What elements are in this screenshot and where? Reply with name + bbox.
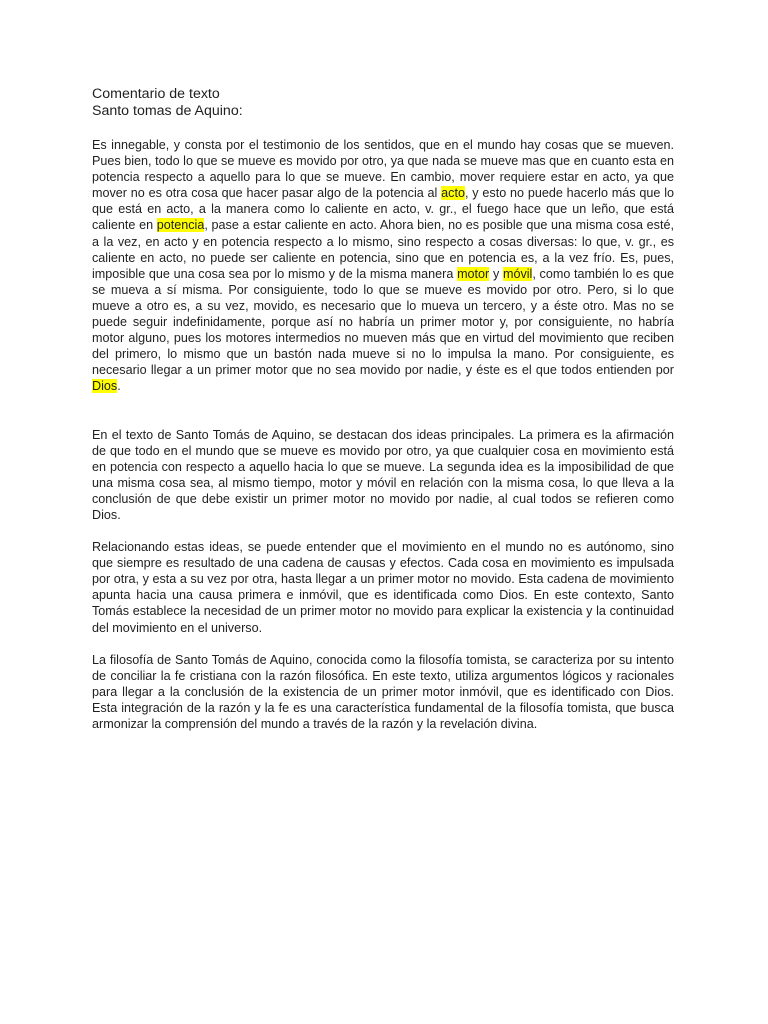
quote-text-segment: , y esto no puede hacerlo más que lo que está en acto, a la manera como lo caliente en acto, v. gr., el fuego hace que un leño, que está caliente en	[92, 186, 674, 233]
document-page	[92, 86, 674, 732]
quote-text-segment: y	[489, 266, 503, 281]
highlighted-term-motor: motor	[457, 266, 490, 281]
quote-paragraph	[92, 137, 674, 395]
quote-text-segment: .	[117, 379, 121, 394]
document-title: Comentario de texto	[92, 86, 220, 102]
document-subtitle: Santo tomas de Aquino:	[92, 103, 243, 119]
quote-text-segment: Es innegable, y consta por el testimonio de los sentidos, que en el mundo hay cosas que se mueven. Pues bien, todo lo que se mueve es movido por otro, ya que nada se mueve mas que en cuanto esta en potencia respecto a aquello para lo que se mueve. En cambio, mover requiere estar en acto, ya que mover no es otra cosa que hacer pasar algo de la potencia al	[92, 138, 674, 201]
highlighted-term-potencia: potencia	[156, 218, 205, 233]
quote-text-segment: , como también lo es que se mueva a sí misma. Por consiguiente, todo lo que se mueve es movido por otro. Pero, si lo que mueve a otro es, a su vez, movido, es necesario que lo mueva un tercero, y a éste otro. Mas no se puede seguir indefinidamente, porque así no habría un primer motor y, por consiguiente, no habría motor alguno, pues los motores intermedios no mueven más que en virtud del movimiento que reciben del primero, lo mismo que un bastón nada mueve si no lo impulsa la mano. Por consiguiente, es necesario llegar a un primer motor que no sea movido por nadie, y éste es el que todos entienden por	[92, 266, 675, 378]
commentary-paragraph-ideas: En el texto de Santo Tomás de Aquino, se destacan dos ideas principales. La primera es la afirmación de que todo en el mundo que se mueve es movido por otro, ya que cualquier cosa en movimiento está en potencia con respecto a aquello hacia lo que se mueve. La segunda idea es la imposibilidad de que una misma cosa sea, al mismo tiempo, motor y móvil en relación con la misma cosa, lo que lleva a la conclusión de que debe existir un primer motor no movido por nadie, al cual todos se refieren como Dios.	[92, 427, 674, 522]
commentary-paragraph-philosophy: La filosofía de Santo Tomás de Aquino, conocida como la filosofía tomista, se caracteriza por su intento de conciliar la fe cristiana con la razón filosófica. En este texto, utiliza argumentos lógicos y racionales para llegar a la conclusión de la existencia de un primer motor inmóvil, que es identificado con Dios. Esta integración de la razón y la fe es una característica fundamental de la filosofía tomista, que busca armonizar la comprensión del mundo a través de la razón y la revelación divina.	[92, 652, 674, 731]
highlighted-term-acto: acto	[441, 186, 465, 201]
highlighted-term-dios: Dios	[92, 379, 118, 394]
quote-text-segment: , pase a estar caliente en acto. Ahora bien, no es posible que una misma cosa esté, a la vez, en acto y en potencia respecto a lo mismo, sino respecto a cosas diversas: lo que, v. gr., es caliente en acto, no puede ser caliente en potencia, sino que en potencia es, a la vez frío. Es, pues, imposible que una cosa sea por lo mismo y de la misma manera	[92, 218, 674, 281]
commentary-paragraph-relation: Relacionando estas ideas, se puede entender que el movimiento en el mundo no es autónomo, sino que siempre es resultado de una cadena de causas y efectos. Cada cosa en movimiento es impulsada por otra, y esta a su vez por otra, hasta llegar a un primer motor no movido. Esta cadena de movimiento apunta hacia una causa primera e inmóvil, que es identificada como Dios. En este contexto, Santo Tomás establece la necesidad de un primer motor no movido para explicar la existencia y la continuidad del movimiento en el universo.	[92, 540, 674, 635]
highlighted-term-movil: móvil	[502, 266, 533, 281]
